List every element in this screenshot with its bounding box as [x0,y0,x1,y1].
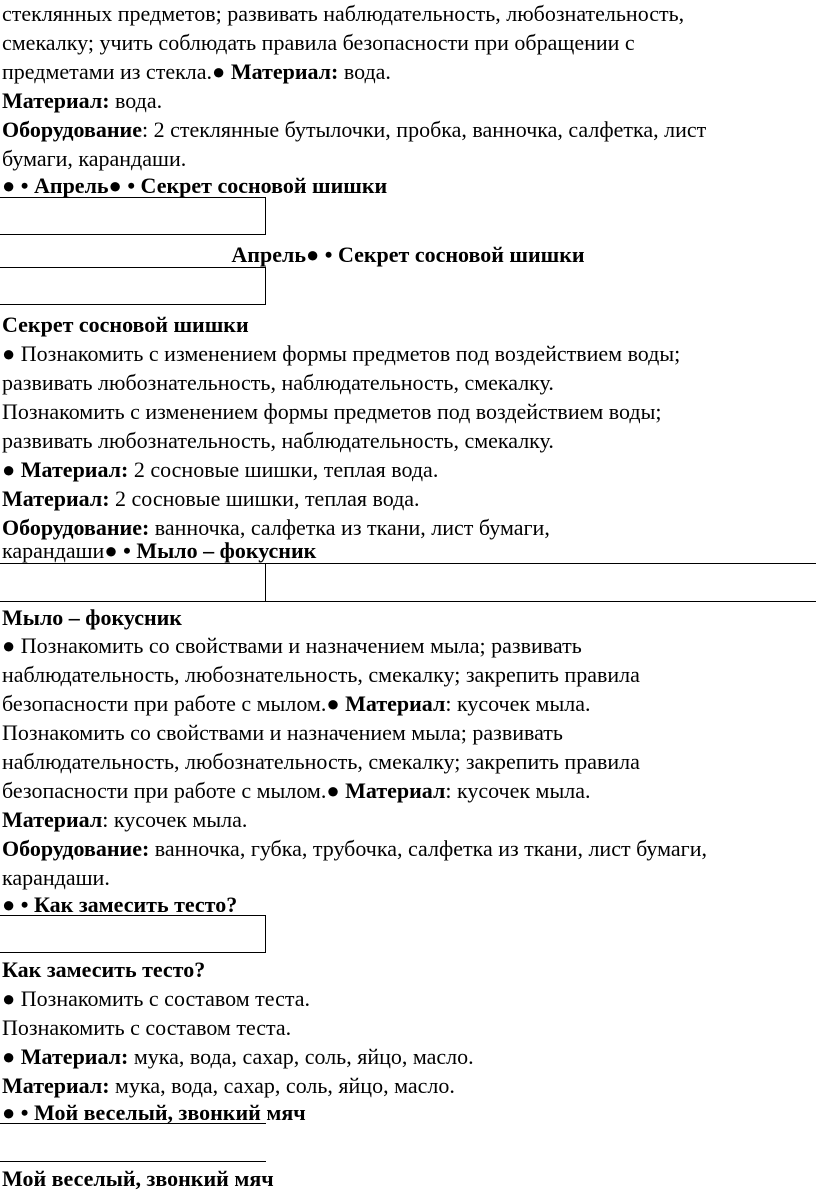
month-label: Апрель [231,242,306,267]
centered-heading [0,241,816,269]
material-value: : кусочек мыла. [445,691,591,716]
text-line [2,835,707,863]
material-label: Материал: [2,486,110,511]
material-value: вода. [109,88,163,113]
pine-cone-title: Секрет сосновой шишки [2,312,249,337]
text-line [2,690,591,718]
text-line [2,1072,455,1100]
bullet-glyph: ● [2,892,16,917]
text-line [2,340,680,368]
bullet-glyph: ● [2,633,16,658]
table-cell-box [0,267,266,305]
text-line [2,806,247,834]
material-value: : кусочек мыла. [445,778,591,803]
equipment-value: ванночка, салфетка из ткани, лист бумаги, [149,515,550,540]
text-run: безопасности при работе с мылом. [2,778,327,803]
text-line [2,537,316,565]
material-label: Материал: [2,1073,110,1098]
dot-glyph: • [20,1100,29,1125]
text-line: наблюдательность, любознательность, смекалку; закрепить правила [2,749,640,774]
table-cell-box [0,915,266,953]
text-run: предметами из стекла. [2,59,213,84]
text-line: бумаги, карандаши. [2,146,187,171]
bullet-glyph: ● [305,242,320,267]
ball-heading: Мой веселый, звонкий мяч [34,1100,306,1125]
text-line: развивать любознательность, наблюдательность, смекалку. [2,428,554,453]
section-title [2,956,205,984]
text-line: Познакомить с составом теста. [2,1015,292,1040]
table-rule [266,601,816,602]
bullet-glyph: ● [212,59,226,84]
text-line [2,58,391,86]
material-label: Материал [345,778,446,803]
dot-glyph: • [123,538,131,563]
section-title [2,1165,274,1193]
material-label: Материал [345,691,446,716]
text-line [2,456,438,484]
text-run: Познакомить со свойствами и назначением мыла; развивать [15,633,582,658]
text-line: карандаши. [2,865,110,890]
section-title [2,604,182,632]
text-run: Познакомить с изменением формы предметов под воздействием воды; [15,341,681,366]
bullet-glyph: ● [108,173,122,198]
material-label: Материал [2,807,103,832]
bullet-glyph: ● [2,1100,16,1125]
text-line: Познакомить с изменением формы предметов под воздействием воды; [2,399,662,424]
dot-glyph: • [20,173,29,198]
soap-title: Мыло – фокусник [2,605,182,630]
material-label: Материал: [2,88,110,113]
section-title [2,311,249,339]
text-run: безопасности при работе с мылом. [2,691,327,716]
section-heading [2,172,387,200]
table-cell-box [0,563,266,602]
bullet-glyph: ● [2,173,16,198]
month-label: Апрель [34,173,109,198]
ball-title: Мой веселый, звонкий мяч [2,1166,274,1191]
material-value: вода. [338,59,391,84]
bullet-glyph: ● [2,986,16,1011]
text-line [2,632,582,660]
soap-heading: Мыло – фокусник [136,538,317,563]
equipment-value: ванночка, губка, трубочка, салфетка из ткани, лист бумаги, [149,836,707,861]
material-label: Материал: [20,1044,129,1069]
text-line [2,985,310,1013]
table-rule [0,1161,266,1162]
dough-title: Как замесить тесто? [2,957,206,982]
text-line [2,485,420,513]
bullet-glyph: ● [2,457,16,482]
text-line [2,1043,474,1071]
material-value: мука, вода, сахар, соль, яйцо, масло. [128,1044,474,1069]
text-line: развивать любознательность, наблюдательность, смекалку. [2,370,554,395]
text-line: стеклянных предметов; развивать наблюдательность, любознательность, [2,1,685,26]
equipment-value: : 2 стеклянные бутылочки, пробка, ванночка, салфетка, лист [141,117,707,142]
table-cell-box [0,197,266,235]
dough-heading: Как замесить тесто? [34,892,238,917]
text-line: Познакомить со свойствами и назначением мыла; развивать [2,720,563,745]
equipment-label: Оборудование: [2,836,150,861]
text-run: карандаши [2,538,105,563]
text-line [2,87,162,115]
text-line [2,116,706,144]
bullet-glyph: ● [326,691,340,716]
text-line: смекалку; учить соблюдать правила безопасности при обращении с [2,30,635,55]
table-rule [0,1123,266,1124]
bullet-glyph: ● [2,1044,16,1069]
material-value: 2 сосновые шишки, теплая вода. [109,486,420,511]
material-value: мука, вода, сахар, соль, яйцо, масло. [109,1073,455,1098]
bullet-glyph: ● [2,341,16,366]
dot-glyph: • [324,242,333,267]
equipment-label: Оборудование: [2,515,150,540]
equipment-label: Оборудование [2,117,142,142]
text-run: Познакомить с составом теста. [15,986,310,1011]
material-value: : кусочек мыла. [102,807,248,832]
bullet-glyph: ● [104,538,118,563]
material-value: 2 сосновые шишки, теплая вода. [128,457,439,482]
heading-title: Секрет сосновой шишки [140,173,388,198]
text-line [2,777,591,805]
bullet-glyph: ● [326,778,340,803]
text-line: наблюдательность, любознательность, смекалку; закрепить правила [2,662,640,687]
heading-title: Секрет сосновой шишки [337,242,585,267]
material-label: Материал: [20,457,129,482]
dot-glyph: • [127,173,136,198]
material-label: Материал: [230,59,339,84]
dot-glyph: • [20,892,29,917]
